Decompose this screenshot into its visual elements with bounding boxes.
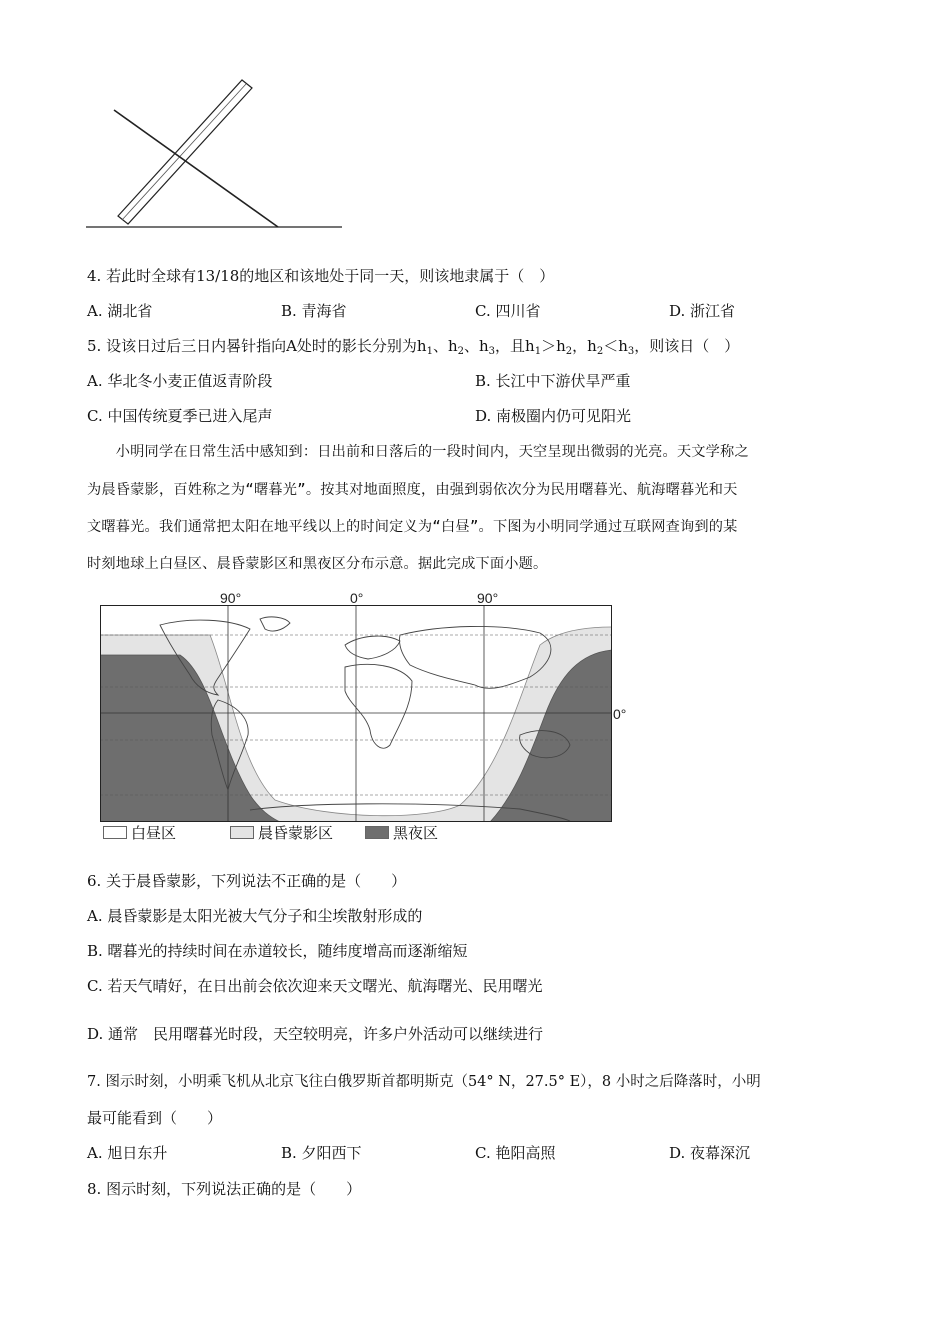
q5-option-c[interactable]: C. 中国传统夏季已进入尾声 [87, 407, 273, 425]
q6-option-d[interactable]: D. 通常 民用曙暮光时段，天空较明亮，许多户外活动可以继续进行 [87, 1025, 544, 1043]
q7-option-a[interactable]: A. 旭日东升 [87, 1144, 168, 1162]
q6-option-c[interactable]: C. 若天气晴好，在日出前会依次迎来天文曙光、航海曙光、民用曙光 [87, 977, 543, 995]
legend-day: 白昼区 [103, 824, 176, 842]
q5-option-b[interactable]: B. 长江中下游伏旱严重 [475, 372, 631, 390]
q6-option-b[interactable]: B. 曙暮光的持续时间在赤道较长，随纬度增高而逐渐缩短 [87, 942, 468, 960]
legend-night: 黑夜区 [365, 824, 438, 842]
q4-option-c[interactable]: C. 四川省 [475, 302, 541, 320]
q7-option-b[interactable]: B. 夕阳西下 [281, 1144, 362, 1162]
q6-option-a[interactable]: A. 晨昏蒙影是太阳光被大气分子和尘埃散射形成的 [87, 907, 423, 925]
passage-line-4: 时刻地球上白昼区、晨昏蒙影区和黑夜区分布示意。据此完成下面小题。 [87, 556, 548, 572]
gnomon-edge [122, 84, 246, 220]
passage-line-2: 为晨昏蒙影，百姓称之为“曙暮光”。按其对地面照度，由强到弱依次分为民用曙暮光、航海曙暮光和天 [87, 482, 738, 498]
q5-stem: 5. 设该日过后三日内晷针指向A处时的影长分别为$h_1$、$h_2$、$h_3$，且$h_1>h_2$，$h_2<h_3$，则该日（ ） [87, 337, 740, 357]
q7-option-c[interactable]: C. 艳阳高照 [475, 1144, 556, 1162]
q4-option-d[interactable]: D. 浙江省 [669, 302, 736, 320]
q7-option-d[interactable]: D. 夜幕深沉 [669, 1144, 751, 1162]
lat-label-equator: 0° [613, 706, 627, 722]
passage-line-1: 小明同学在日常生活中感知到：日出前和日落后的一段时间内，天空呈现出微弱的光亮。天文学称之 [87, 444, 749, 460]
lon-label-90e: 90° [477, 590, 499, 606]
q8-stem: 8. 图示时刻，下列说法正确的是（ ） [87, 1180, 362, 1198]
q7-stem-line-1: 7. 图示时刻，小明乘飞机从北京飞往白俄罗斯首都明斯克（54° N，27.5° E），8 小时之后降落时，小明 [87, 1074, 761, 1090]
q4-stem: 4. 若此时全球有13/18的地区和该地处于同一天，则该地隶属于（ ） [87, 267, 555, 285]
legend-twilight-swatch [230, 826, 254, 839]
q5-option-a[interactable]: A. 华北冬小麦正值返青阶段 [87, 372, 273, 390]
world-map [100, 605, 612, 822]
q4-option-a[interactable]: A. 湖北省 [87, 302, 153, 320]
passage-line-3: 文曙暮光。我们通常把太阳在地平线以上的时间定义为“白昼”。下图为小明同学通过互联网查询到的某 [87, 519, 738, 535]
gnomon-shadow-line [114, 110, 278, 227]
legend-night-swatch [365, 826, 389, 839]
sundial-figure [80, 70, 350, 235]
q4-option-b[interactable]: B. 青海省 [281, 302, 347, 320]
legend-day-swatch [103, 826, 127, 839]
lon-label-0: 0° [350, 590, 364, 606]
lon-label-90w: 90° [220, 590, 242, 606]
q5-option-d[interactable]: D. 南极圈内仍可见阳光 [475, 407, 632, 425]
q7-stem-line-2: 最可能看到（ ） [87, 1109, 223, 1127]
q6-stem: 6. 关于晨昏蒙影，下列说法不正确的是（ ） [87, 872, 407, 890]
legend-twilight: 晨昏蒙影区 [230, 824, 333, 842]
